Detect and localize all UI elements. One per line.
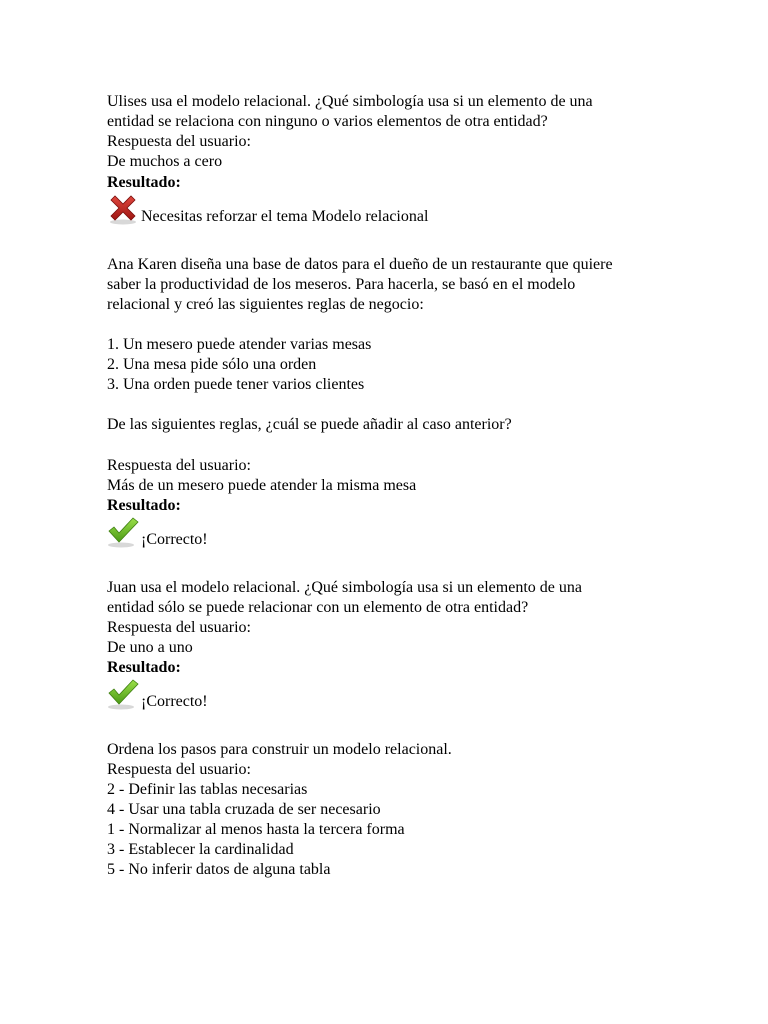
q1-question-line-2: entidad se relaciona con ninguno o varios elementos de otra entidad?	[107, 113, 548, 130]
q3-result-text: ¡Correcto!	[141, 693, 208, 710]
q1-result-label: Resultado:	[107, 174, 181, 191]
q4-answer-label: Respuesta del usuario:	[107, 761, 251, 778]
q2-answer: Más de un mesero puede atender la misma mesa	[107, 477, 417, 494]
q4-answer-step-2: 4 - Usar una tabla cruzada de ser necesario	[107, 801, 381, 818]
q2-prompt: De las siguientes reglas, ¿cuál se puede añadir al caso anterior?	[107, 416, 512, 433]
q4-answer-step-5: 5 - No inferir datos de alguna tabla	[107, 861, 331, 878]
q3-answer-label: Respuesta del usuario:	[107, 619, 251, 636]
q3-question-line-2: entidad sólo se puede relacionar con un elemento de otra entidad?	[107, 599, 529, 616]
q4-answer-step-1: 2 - Definir las tablas necesarias	[107, 781, 308, 798]
q3-question-line-1: Juan usa el modelo relacional. ¿Qué simbología usa si un elemento de una	[107, 579, 582, 596]
q2-question-line-1: Ana Karen diseña una base de datos para el dueño de un restaurante que quiere	[107, 256, 613, 273]
q1-question-line-1: Ulises usa el modelo relacional. ¿Qué simbología usa si un elemento de una	[107, 93, 593, 110]
q2-result-text: ¡Correcto!	[141, 531, 208, 548]
green-check-icon	[107, 678, 139, 710]
q4-question-line-1: Ordena los pasos para construir un modelo relacional.	[107, 741, 452, 758]
green-check-icon	[107, 516, 139, 548]
q2-answer-label: Respuesta del usuario:	[107, 457, 251, 474]
q2-rule-1: 1. Un mesero puede atender varias mesas	[107, 336, 372, 353]
q3-answer: De uno a uno	[107, 639, 193, 656]
q2-rule-2: 2. Una mesa pide sólo una orden	[107, 356, 317, 373]
q4-answer-step-3: 1 - Normalizar al menos hasta la tercera forma	[107, 821, 405, 838]
q1-result-text: Necesitas reforzar el tema Modelo relacional	[141, 208, 429, 225]
q3-result-label: Resultado:	[107, 659, 181, 676]
red-x-icon	[107, 193, 139, 225]
q2-question-line-3: relacional y creó las siguientes reglas de negocio:	[107, 296, 424, 313]
q2-question-line-2: saber la productividad de los meseros. Para hacerla, se basó en el modelo	[107, 276, 576, 293]
q1-answer: De muchos a cero	[107, 153, 223, 170]
q4-answer-step-4: 3 - Establecer la cardinalidad	[107, 841, 294, 858]
q1-answer-label: Respuesta del usuario:	[107, 133, 251, 150]
q2-rule-3: 3. Una orden puede tener varios clientes	[107, 376, 365, 393]
q2-result-label: Resultado:	[107, 497, 181, 514]
